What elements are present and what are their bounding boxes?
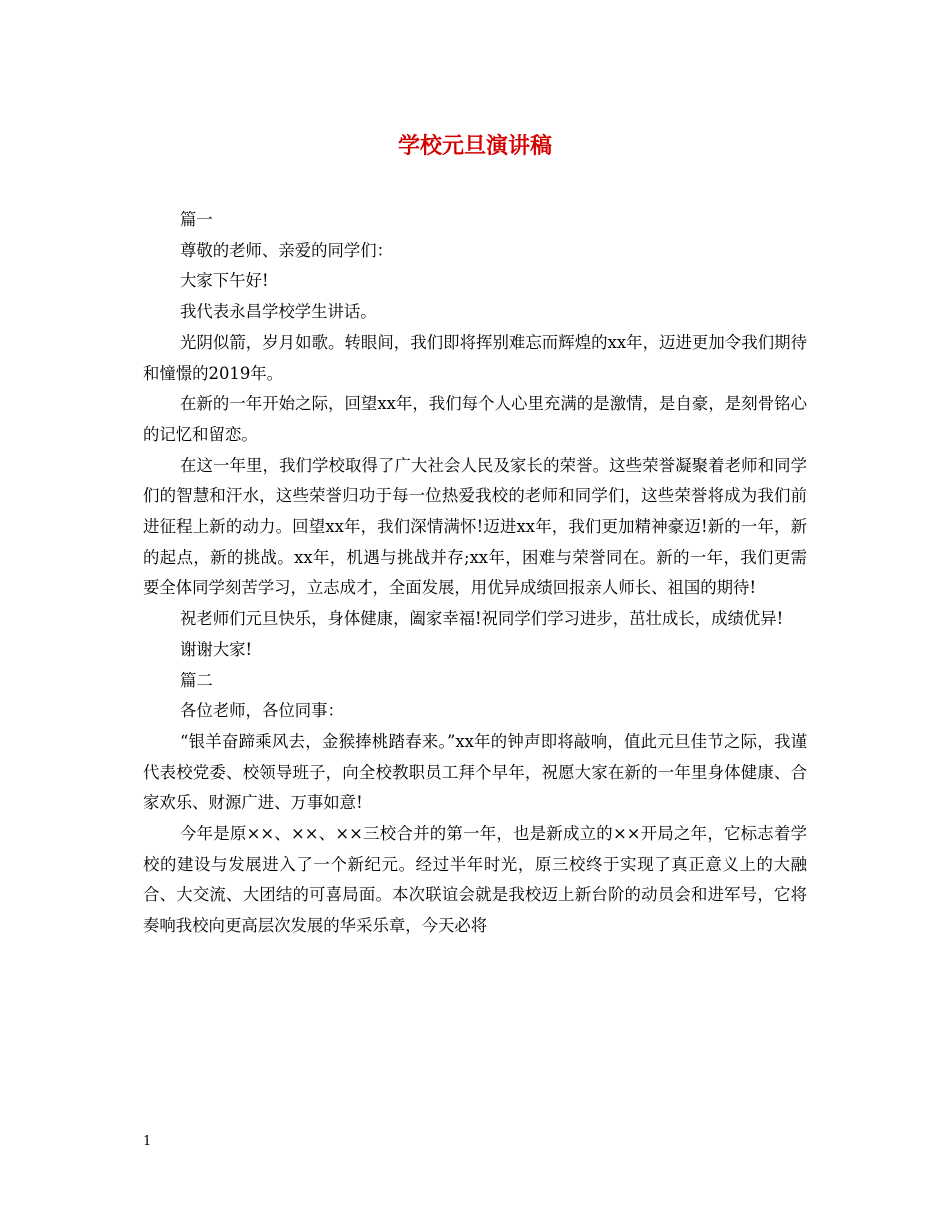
document-title: 学校元旦演讲稿 (397, 134, 552, 159)
salutation-1: 尊敬的老师、亲爱的同学们： (180, 240, 394, 260)
body-paragraph: 今年是原××、××、××三校合并的第一年，也是新成立的××开局之年，它标志着学校的建设与发展进入了一个新纪元。经过半年时光，原三校终于实现了真正意义上的大融合、大交流、大团结的可喜局面。本次联谊会就是我校迈上新台阶的动员会和进军号，它将奏响我校向更高层次发展的华采乐章，今天必将 (143, 824, 807, 936)
salutation-2: 各位老师，各位同事： (180, 701, 344, 721)
greeting-1: 大家下午好! (180, 271, 269, 291)
body-paragraph: 祝老师们元旦快乐，身体健康，阖家幸福!祝同学们学习进步，茁壮成长，成绩优异! (180, 609, 784, 629)
body-paragraph: 光阴似箭，岁月如歌。转眼间，我们即将挥别难忘而辉煌的xx年，迈进更加令我们期待和憧憬的2019年。 (143, 332, 807, 383)
body-paragraph: 在这一年里，我们学校取得了广大社会人民及家长的荣誉。这些荣誉凝聚着老师和同学们的智慧和汗水，这些荣誉归功于每一位热爱我校的老师和同学们，这些荣誉将成为我们前进征程上新的动力。回望xx年，我们深情满怀!迈进xx年，我们更加精神豪迈!新的一年，新的起点，新的挑战。xx年，机遇与挑战并存;xx年，困难与荣誉同在。新的一年，我们更需要全体同学刻苦学习，立志成才，全面发展，用优异成绩回报亲人师长、祖国的期待! (143, 455, 807, 598)
document-body (143, 205, 807, 942)
closing-1: 谢谢大家! (180, 639, 253, 659)
body-paragraph: 在新的一年开始之际，回望xx年，我们每个人心里充满的是激情，是自豪，是刻骨铭心的记忆和留恋。 (143, 394, 807, 444)
section-heading-2: 篇二 (180, 670, 213, 690)
section-heading-1: 篇一 (180, 210, 213, 229)
body-paragraph: 我代表永昌学校学生讲话。 (180, 302, 377, 322)
body-paragraph: “银羊奋蹄乘风去，金猴捧桃踏春来。”xx年的钟声即将敲响，值此元旦佳节之际，我谨代表校党委、校领导班子，向全校教职员工拜个早年，祝愿大家在新的一年里身体健康、合家欢乐、财源广进、万事如意! (143, 731, 807, 813)
page-number: 1 (143, 1134, 152, 1149)
